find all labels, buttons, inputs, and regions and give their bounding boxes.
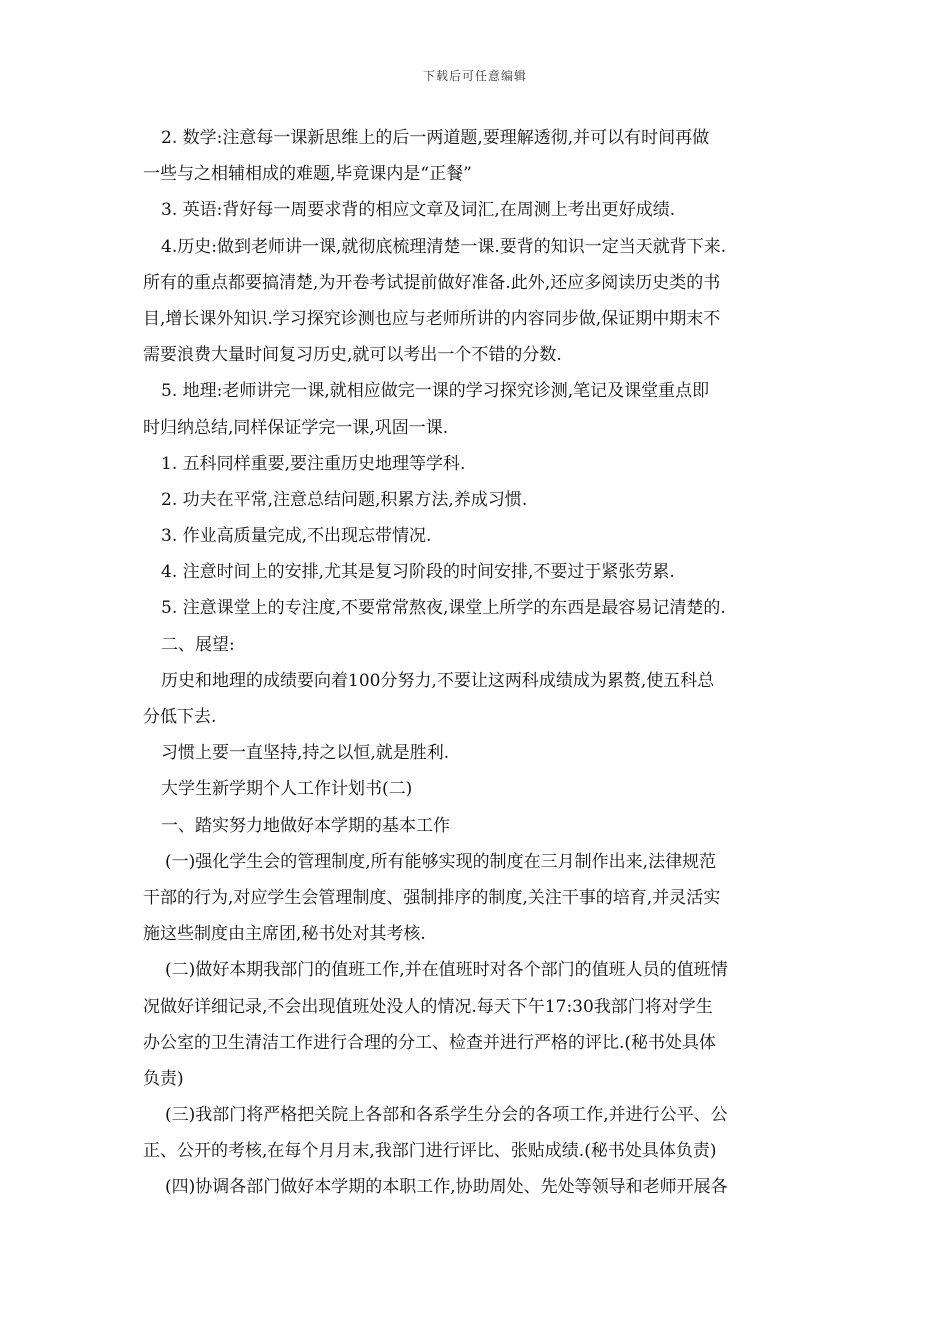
text-line: 5. 地理:老师讲完一课,就相应做完一课的学习探究诊测,笔记及课堂重点即 [161,381,710,402]
text-line: 正、公开的考核,在每个月月末,我部门进行评比、张贴成绩.(秘书处具体负责) [143,1141,717,1162]
text-line: (一)强化学生会的管理制度,所有能够实现的制度在三月制作出来,法律规范 [165,851,717,872]
text-line: 2. 功夫在平常,注意总结问题,积累方法,养成习惯. [161,489,528,510]
text-line: 需要浪费大量时间复习历史,就可以考出一个不错的分数. [143,345,562,366]
text-line: 3. 作业高质量完成,不出现忘带情况. [161,526,432,547]
text-line: 2. 数学:注意每一课新思维上的后一两道题,要理解透彻,并可以有时间再做 [161,128,710,148]
text-line: 时归纳总结,同样保证学完一课,巩固一课. [143,417,449,438]
text-line: 负责) [143,1068,184,1089]
text-line: 所有的重点都要搞清楚,为开卷考试提前做好准备.此外,还应多阅读历史类的书 [143,272,721,293]
page-header: 下载后可任意编辑 [422,69,527,83]
text-line: 施这些制度由主席团,秘书处对其考核. [143,924,426,945]
text-line: 1. 五科同样重要,要注重历史地理等学科. [161,453,466,474]
text-line: 办公室的卫生清洁工作进行合理的分工、检查并进行严格的评比.(秘书处具体 [143,1032,717,1053]
text-line: 3. 英语:背好每一周要求背的相应文章及词汇,在周测上考出更好成绩. [161,200,676,221]
text-line: 况做好详细记录,不会出现值班处没人的情况.每天下午17:30我部门将对学生 [143,996,713,1017]
text-line: (三)我部门将严格把关院上各部和各系学生分会的各项工作,并进行公平、公 [165,1105,728,1126]
text-line: 一些与之相辅相成的难题,毕竟课内是“正餐” [143,164,472,185]
text-line: 大学生新学期个人工作计划书(二) [161,779,413,800]
text-line: 4.历史:做到老师讲一课,就彻底梳理清楚一课.要背的知识一定当天就背下来. [161,236,727,257]
text-line: 历史和地理的成绩要向着100分努力,不要让这两科成绩成为累赘,使五科总 [161,670,715,691]
text-line: (四)协调各部门做好本学期的本职工作,协助周处、先处等领导和老师开展各 [165,1177,728,1198]
document-body [143,120,813,1206]
text-line: 干部的行为,对应学生会管理制度、强制排序的制度,关注干事的培育,并灵活实 [143,887,721,908]
text-line: (二)做好本期我部门的值班工作,并在值班时对各个部门的值班人员的值班情 [165,960,728,981]
text-line: 分低下去. [143,707,217,727]
text-line: 一、踏实努力地做好本学期的基本工作 [161,815,450,836]
text-line: 习惯上要一直坚持,持之以恒,就是胜利. [161,743,450,764]
text-line: 5. 注意课堂上的专注度,不要常常熬夜,课堂上所学的东西是最容易记清楚的. [161,598,726,619]
text-line: 二、展望: [161,634,235,655]
text-line: 4. 注意时间上的安排,尤其是复习阶段的时间安排,不要过于紧张劳累. [161,562,675,583]
text-line: 目,增长课外知识.学习探究诊测也应与老师所讲的内容同步做,保证期中期末不 [143,308,721,329]
